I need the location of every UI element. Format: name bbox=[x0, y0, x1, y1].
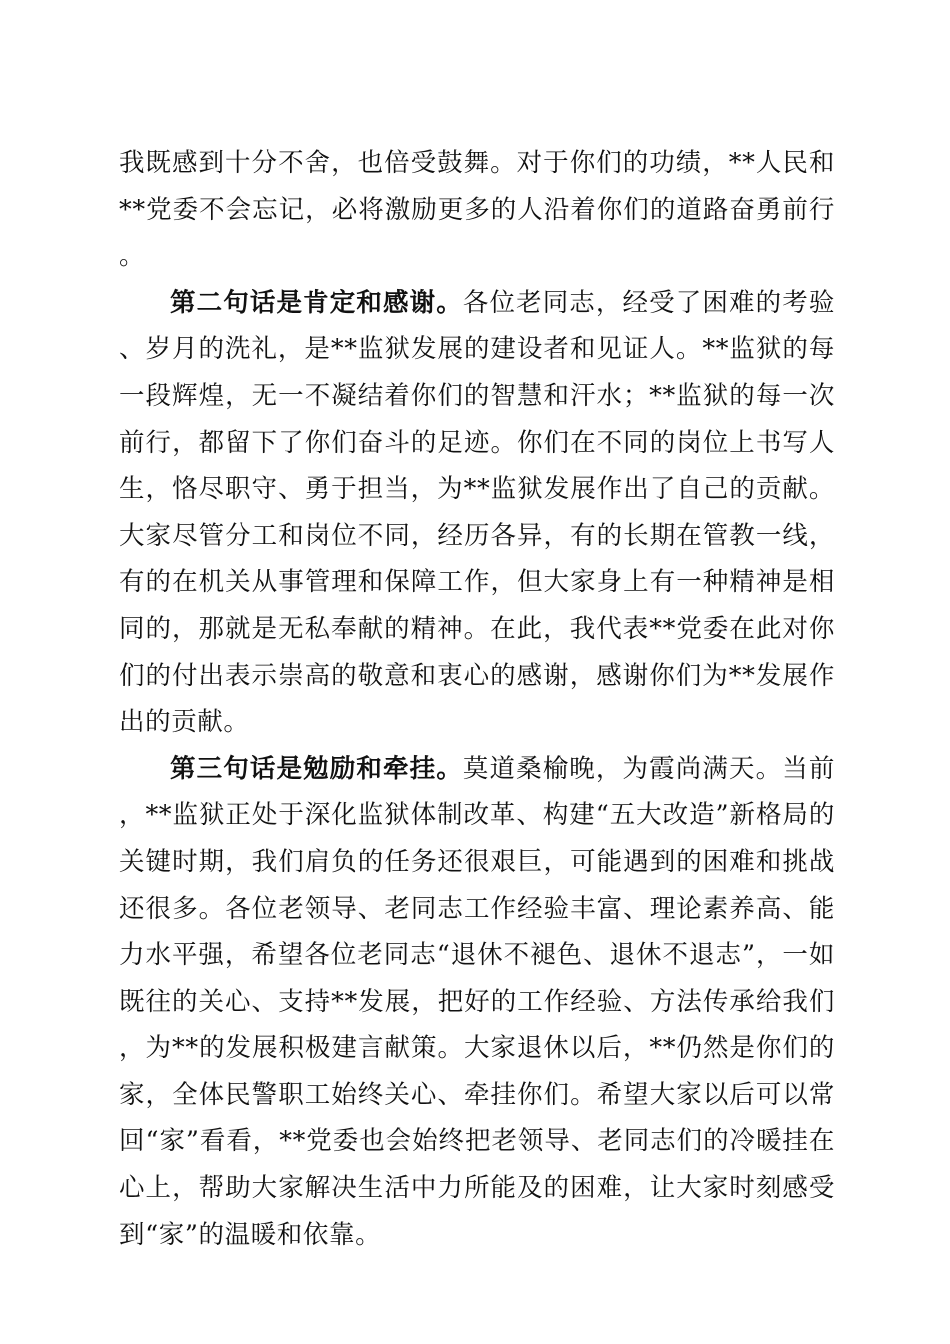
paragraph-2-lead: 第二句话是肯定和感谢。 bbox=[170, 287, 463, 318]
paragraph-3-body: 莫道桑榆晚，为霞尚满天。当前，**监狱正处于深化监狱体制改革、构建“五大改造”新格局的关键时期，我们肩负的任务还很艰巨，可能遇到的困难和挑战还很多。各位老领导、老同志工作经验丰富、理论素养高、能力水平强，希望各位老同志“退休不褪色、退休不退志”，一如既往的关心、支持**发展，把好的工作经验、方法传承给我们，为**的发展积极建言献策。大家退休以后，**仍然是你们的家，全体民警职工始终关心、牵挂你们。希望大家以后可以常回“家”看看，**党委也会始终把老领导、老同志们的冷暖挂在心上，帮助大家解决生活中力所能及的困难，让大家时刻感受到“家”的温暖和依靠。 bbox=[119, 753, 835, 1250]
paragraph-encouragement bbox=[119, 746, 835, 1259]
paragraph-thanks bbox=[119, 280, 835, 746]
paragraph-2-body: 各位老同志，经受了困难的考验、岁月的洗礼，是**监狱发展的建设者和见证人。**监狱的每一段辉煌，无一不凝结着你们的智慧和汗水；**监狱的每一次前行，都留下了你们奋斗的足迹。你们在不同的岗位上书写人生，恪尽职守、勇于担当，为**监狱发展作出了自己的贡献。大家尽管分工和岗位不同，经历各异，有的长期在管教一线，有的在机关从事管理和保障工作，但大家身上有一种精神是相同的，那就是无私奉献的精神。在此，我代表**党委在此对你们的付出表示崇高的敬意和衷心的感谢，感谢你们为**发展作出的贡献。 bbox=[119, 287, 835, 738]
paragraph-3-lead: 第三句话是勉励和牵挂。 bbox=[170, 753, 463, 784]
document-body bbox=[119, 140, 835, 1258]
paragraph-continuation bbox=[119, 140, 835, 280]
paragraph-1-text: 我既感到十分不舍，也倍受鼓舞。对于你们的功绩，**人民和**党委不会忘记，必将激励更多的人沿着你们的道路奋勇前行。 bbox=[119, 148, 835, 272]
